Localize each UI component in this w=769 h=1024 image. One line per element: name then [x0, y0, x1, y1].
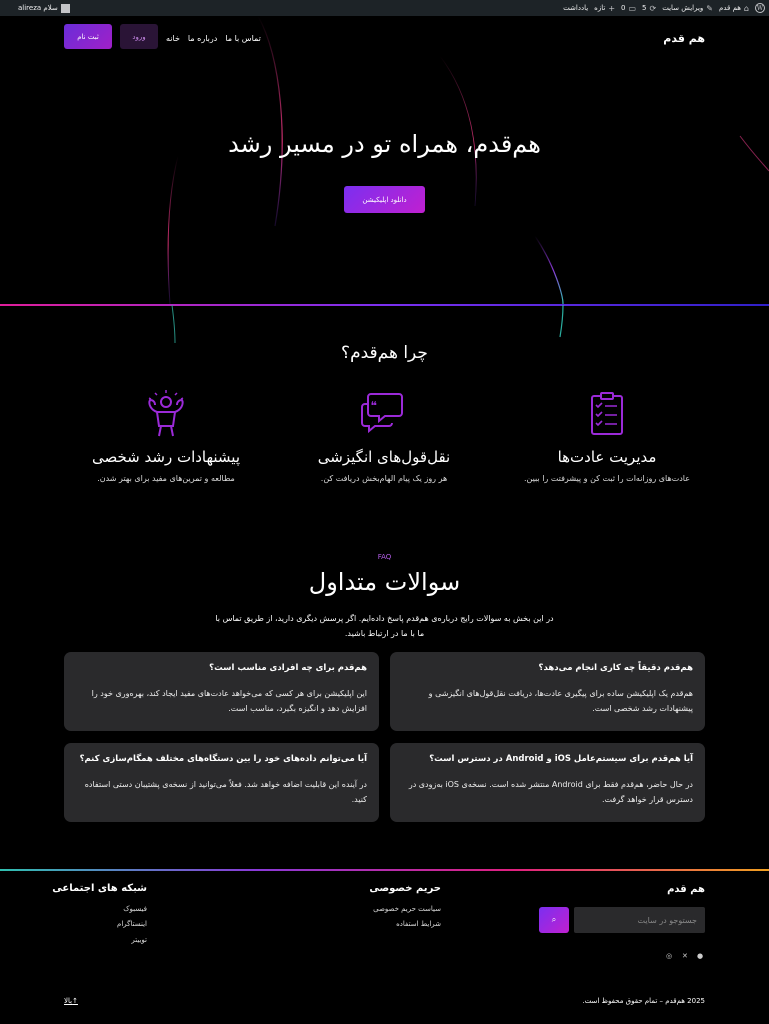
admin-updates-count: 5 — [642, 4, 647, 12]
admin-bar-left[interactable] — [18, 0, 70, 16]
admin-greeting: سلام alireza — [18, 4, 58, 12]
admin-comments[interactable] — [621, 4, 636, 13]
copyright: 2025 هم‌قدم – تمام حقوق محفوظ است. — [582, 997, 705, 1005]
avatar — [61, 4, 70, 13]
admin-notes-label: یادداشت — [563, 4, 589, 12]
admin-edit-site-label: ویرایش سایت — [662, 4, 704, 12]
faq-answer: هم‌قدم یک اپلیکیشن ساده برای پیگیری عادت‌ها، دریافت نقل‌قول‌های انگیزشی و پیشنهادات رشد شخصی است. — [428, 689, 693, 713]
why-decoration — [0, 305, 769, 345]
login-button[interactable]: ورود — [120, 24, 158, 49]
refresh-icon: ⟳ — [649, 3, 657, 13]
hero-title: هم‌قدم، همراه تو در مسیر رشد — [228, 130, 541, 158]
faq-answer: این اپلیکیشن برای هر کسی که می‌خواهد عادت‌های مفید ایجاد کند، بهره‌وری خود را افزایش دهد و انگیزه بگیرد، مناسب است. — [91, 689, 367, 713]
faq-item[interactable] — [390, 652, 705, 731]
faq-question: آیا می‌توانم داده‌های خود را بین دستگاه‌های مختلف همگام‌سازی کنم؟ — [79, 754, 367, 764]
back-to-top-link[interactable]: بالا↑ — [64, 997, 78, 1005]
search-icon: ⌕ — [551, 915, 557, 924]
footer-brand[interactable]: هم قدم — [667, 884, 705, 895]
faq-item[interactable] — [64, 743, 379, 822]
nav-contact[interactable]: تماس با ما — [225, 34, 261, 43]
feature-quotes-text: هر روز یک پیام الهام‌بخش دریافت کن. — [320, 474, 448, 483]
footer-divider — [0, 869, 769, 871]
hero-section — [0, 16, 769, 304]
wordpress-icon[interactable]: W — [756, 4, 764, 12]
nav-home[interactable]: خانه — [166, 34, 180, 43]
search-button[interactable] — [539, 907, 569, 933]
brush-icon: ✎ — [706, 3, 713, 13]
feature-habits — [507, 390, 707, 483]
privacy-policy-link[interactable]: سیاست حریم خصوصی — [373, 905, 441, 913]
admin-site-name-label: هم قدم — [718, 4, 741, 12]
facebook-icon[interactable]: ● — [697, 952, 704, 960]
x-icon[interactable]: ✕ — [682, 952, 688, 960]
plus-icon: + — [608, 3, 616, 13]
feature-habits-text: عادت‌های روزانه‌ات را ثبت کن و پیشرفتت را ببین. — [523, 474, 691, 483]
privacy-title: حریم خصوصی — [369, 883, 441, 894]
faq-intro — [200, 611, 569, 641]
social-title: شبکه های اجتماعی — [52, 883, 147, 894]
facebook-link[interactable]: فیسبوک — [123, 905, 147, 913]
admin-bar-right — [563, 0, 765, 16]
admin-updates[interactable] — [642, 4, 656, 13]
faq-tag: FAQ — [377, 553, 392, 561]
feature-quotes-title: نقل‌قول‌های انگیزشی — [317, 448, 451, 466]
feature-quotes — [284, 390, 484, 483]
terms-link[interactable]: شرایط استفاده — [396, 920, 441, 928]
register-button[interactable]: ثبت نام — [64, 24, 112, 49]
feature-growth — [66, 390, 266, 483]
hero-decoration — [0, 16, 769, 304]
search-input[interactable]: جستوجو در سایت — [574, 907, 705, 933]
admin-site-name[interactable] — [719, 4, 749, 13]
strong-person-icon — [141, 390, 191, 440]
faq-title: سوالات متداول — [308, 568, 461, 596]
faq-item[interactable] — [390, 743, 705, 822]
faq-question: آیا هم‌قدم برای سیستم‌عامل iOS و Android در دسترس است؟ — [429, 754, 693, 764]
comment-icon: ▭ — [628, 3, 637, 13]
faq-intro-line-1: در این بخش به سوالات رایج درباره‌ی هم‌قدم پاسخ داده‌ایم. اگر پرسش دیگری دارید، از طریق تماس با — [215, 614, 554, 623]
faq-intro-line-2: ما با ما در ارتباط باشید. — [344, 629, 425, 638]
site-brand[interactable]: هم قدم — [663, 32, 705, 45]
admin-bar — [0, 0, 769, 16]
faq-question: هم‌قدم دقیقاً چه کاری انجام می‌دهد؟ — [538, 663, 693, 673]
admin-comments-count: 0 — [621, 4, 626, 12]
download-app-button[interactable]: دانلود اپلیکیشن — [344, 186, 425, 213]
admin-account[interactable] — [18, 4, 70, 13]
feature-habits-title: مدیریت عادت‌ها — [557, 448, 657, 466]
quote-chat-icon — [359, 390, 409, 440]
admin-new[interactable] — [594, 4, 615, 13]
faq-answer: در آینده این قابلیت اضافه خواهد شد. فعلاً می‌توانید از نسخه‌ی پشتیبان دستی استفاده کنید. — [84, 780, 367, 804]
checklist-icon — [582, 390, 632, 440]
main-nav — [166, 34, 261, 43]
nav-about[interactable]: درباره ما — [187, 34, 218, 43]
svg-text:❝: ❝ — [370, 399, 377, 413]
feature-growth-text: مطالعه و تمرین‌های مفید برای بهتر شدن. — [97, 474, 235, 483]
twitter-link[interactable]: توییتر — [131, 936, 147, 944]
instagram-icon[interactable]: ◎ — [666, 952, 673, 960]
home-icon: ⌂ — [743, 3, 749, 13]
why-title: چرا هم‌قدم؟ — [341, 343, 428, 363]
faq-answer: در حال حاضر، هم‌قدم فقط برای Android منتشر شده است. نسخه‌ی iOS به‌زودی در دسترس قرار خواهد گرفت. — [408, 780, 693, 804]
instagram-link[interactable]: اینستاگرام — [117, 920, 147, 928]
faq-question: هم‌قدم برای چه افرادی مناسب است؟ — [209, 663, 367, 673]
feature-growth-title: پیشنهادات رشد شخصی — [91, 448, 241, 466]
admin-edit-site[interactable] — [662, 4, 713, 13]
admin-new-label: تازه — [594, 4, 606, 12]
admin-notes[interactable] — [563, 4, 588, 12]
faq-item[interactable] — [64, 652, 379, 731]
